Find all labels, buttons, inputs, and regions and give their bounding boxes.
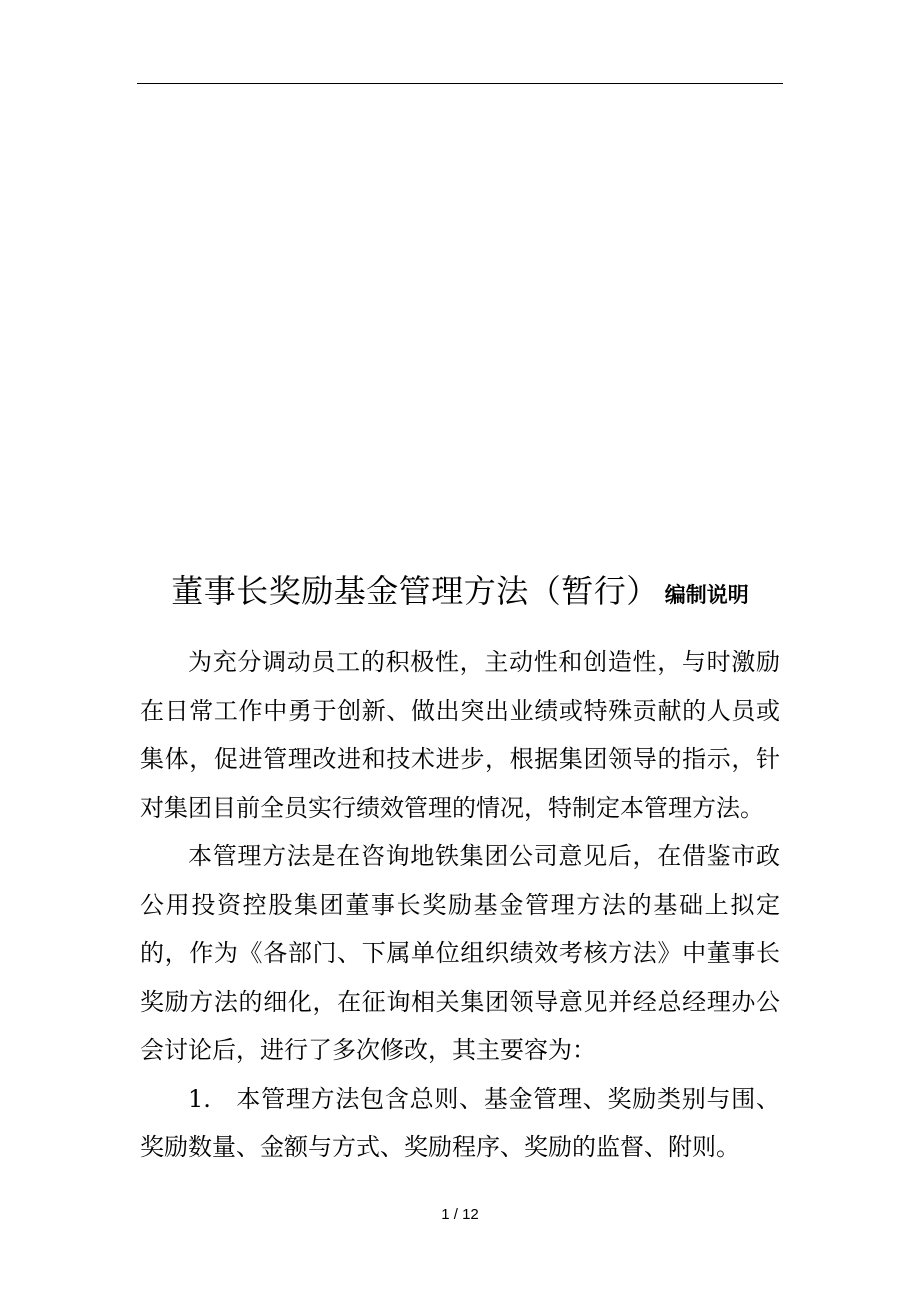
paragraph-background: 本管理方法是在咨询地铁集团公司意见后，在借鉴市政公用投资控股集团董事长奖励基金管理方法的基础上拟定的，作为《各部门、下属单位组织绩效考核方法》中董事长奖励方法的细化，在征询相关集团领导意见并经总经理办公会讨论后，进行了多次修改，其主要容为： (140, 842, 780, 1064)
paragraph-item-1: 1. 本管理方法包含总则、基金管理、奖励类别与围、奖励数量、金额与方式、奖励程序、奖励的监督、附则。 (140, 1084, 780, 1161)
title-main: 董事长奖励基金管理方法（暂行） (171, 572, 659, 610)
page-number: 1 / 12 (441, 1206, 479, 1223)
title-subtitle: 编制说明 (664, 583, 749, 607)
document-title (0, 566, 920, 612)
header-rule (137, 83, 783, 84)
document-body (140, 638, 780, 1172)
paragraph-intro: 为充分调动员工的积极性，主动性和创造性，与时激励在日常工作中勇于创新、做出突出业绩或特殊贡献的人员或集体，促进管理改进和技术进步，根据集团领导的指示，针对集团目前全员实行绩效管理的情况，特制定本管理方法。 (140, 648, 780, 822)
